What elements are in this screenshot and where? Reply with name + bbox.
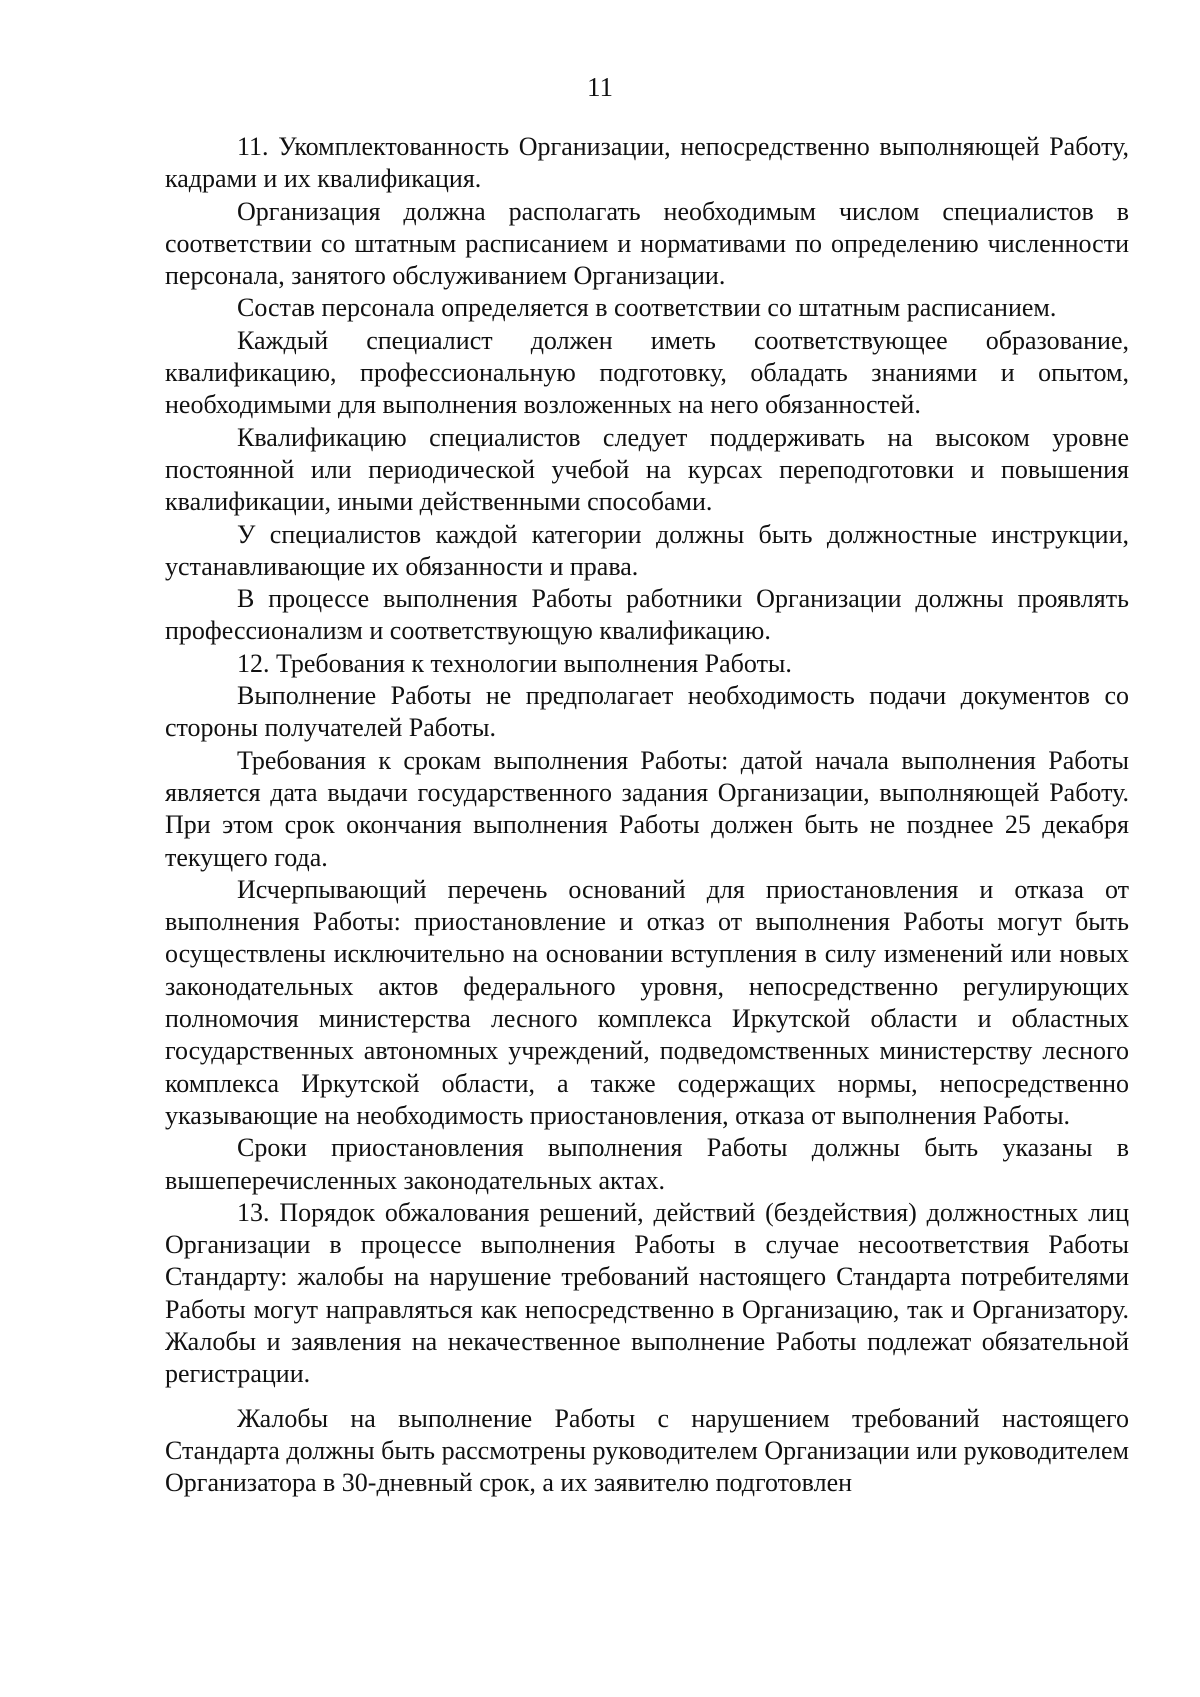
paragraph: Исчерпывающий перечень оснований для приостановления и отказа от выполнения Работы: приостановление и отказ от выполнения Работы могут быть осуществлены исключительно на основании вступления в силу изменений или новых законодательных актов федерального уровня, непосредственно регулирующих полномочия министерства лесного комплекса Иркутской области и областных государственных автономных учреждений, подведомственных министерству лесного комплекса Иркутской области, а также содержащих нормы, непосредственно указывающие на необходимость приостановления, отказа от выполнения Работы. <box>165 874 1129 1130</box>
paragraph: Состав персонала определяется в соответствии со штатным расписанием. <box>237 293 1057 323</box>
paragraph: У специалистов каждой категории должны быть должностные инструкции, устанавливающие их обязанности и права. <box>165 519 1129 581</box>
paragraph: 12. Требования к технологии выполнения Работы. <box>237 648 792 678</box>
paragraph: Каждый специалист должен иметь соответствующее образование, квалификацию, профессиональную подготовку, обладать знаниями и опытом, необходимыми для выполнения возложенных на него обязанностей. <box>165 325 1129 420</box>
paragraph: Жалобы на выполнение Работы с нарушением требований настоящего Стандарта должны быть рассмотрены руководителем Организации или руководителем Организатора в 30-дневный срок, а их заявителю подготовлен <box>165 1403 1129 1498</box>
paragraph: Организация должна располагать необходимым числом специалистов в соответствии со штатным расписанием и нормативами по определению численности персонала, занятого обслуживанием Организации. <box>165 196 1129 291</box>
paragraph: Требования к срокам выполнения Работы: датой начала выполнения Работы является дата выдачи государственного задания Организации, выполняющей Работу. При этом срок окончания выполнения Работы должен быть не позднее 25 декабря текущего года. <box>165 745 1129 872</box>
paragraph: 13. Порядок обжалования решений, действий (бездействия) должностных лиц Организации в процессе выполнения Работы в случае несоответствия Работы Стандарту: жалобы на нарушение требований настоящего Стандарта потребителями Работы могут направляться как непосредственно в Организацию, так и Организатору. Жалобы и заявления на некачественное выполнение Работы подлежат обязательной регистрации. <box>165 1197 1129 1389</box>
page-number: 11 <box>587 72 613 102</box>
paragraph: В процессе выполнения Работы работники Организации должны проявлять профессионализм и соответствующую квалификацию. <box>165 584 1129 646</box>
paragraph: 11. Укомплектованность Организации, непосредственно выполняющей Работу, кадрами и их квалификация. <box>165 132 1129 194</box>
paragraph: Сроки приостановления выполнения Работы должны быть указаны в вышеперечисленных законодательных актах. <box>165 1133 1129 1195</box>
paragraph: Выполнение Работы не предполагает необходимость подачи документов со стороны получателей Работы. <box>165 681 1129 743</box>
paragraph: Квалификацию специалистов следует поддерживать на высоком уровне постоянной или периодической учебой на курсах переподготовки и повышения квалификации, иными действенными способами. <box>165 422 1129 517</box>
document-body <box>165 131 1129 1499</box>
